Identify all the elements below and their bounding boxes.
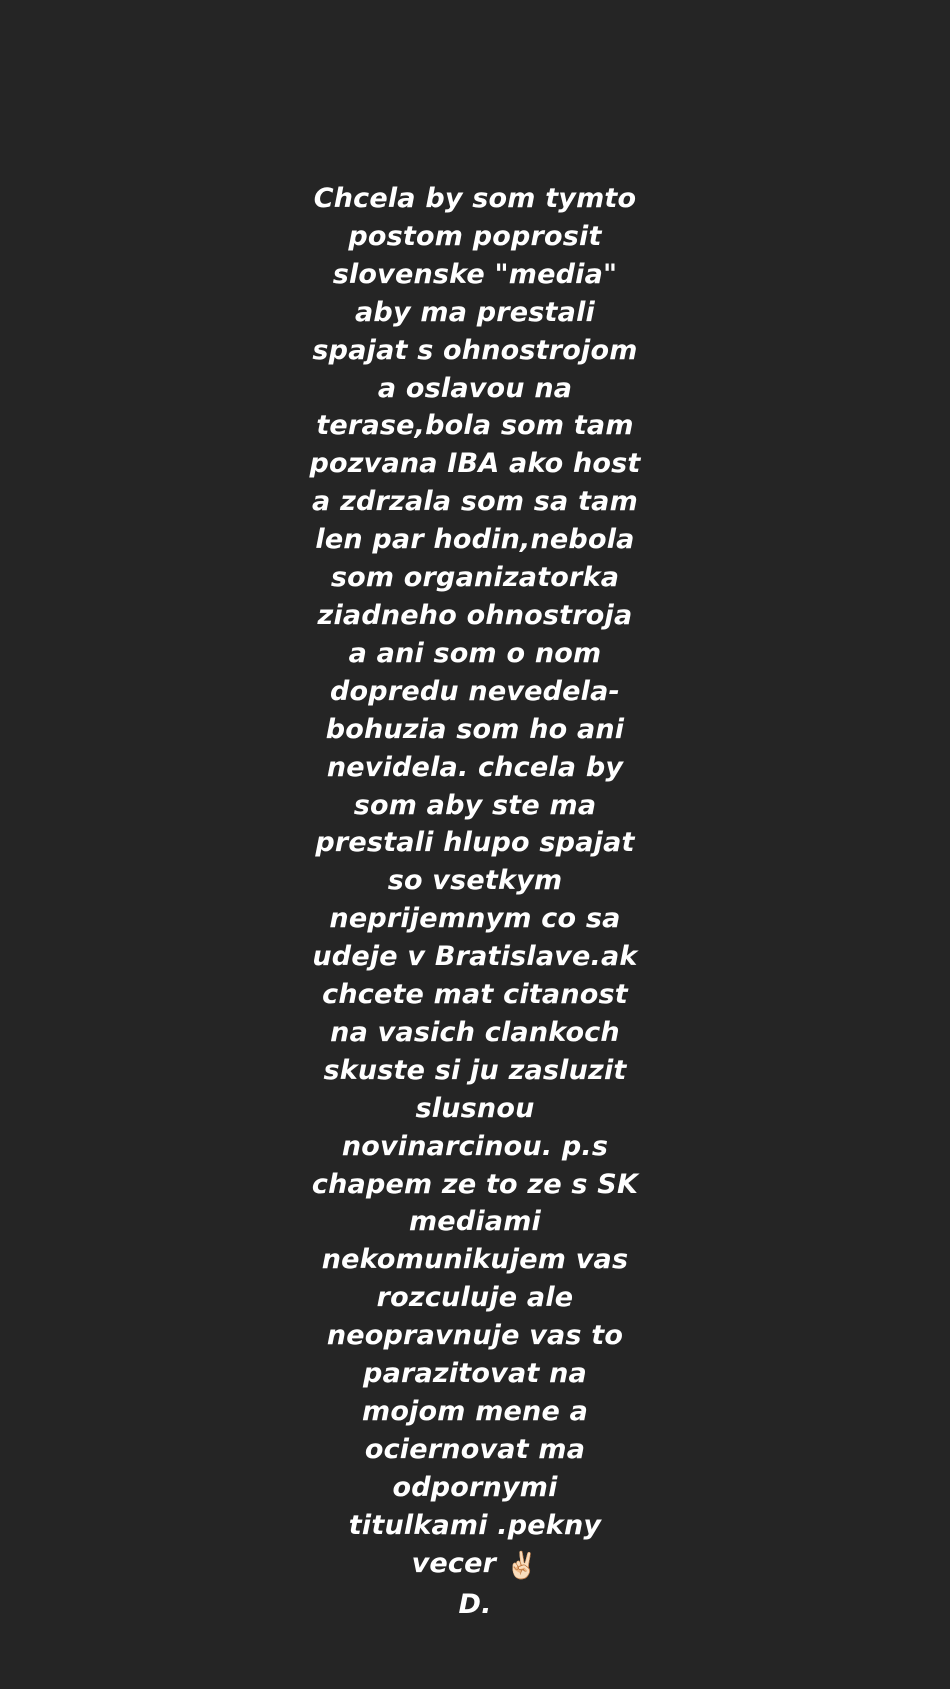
story-line: nekomunikujem vas bbox=[321, 1244, 629, 1276]
story-text-block bbox=[0, 180, 950, 1623]
story-line: terase,bola som tam bbox=[316, 410, 634, 442]
story-line: mojom mene a bbox=[361, 1396, 589, 1427]
story-line: so vsetkym bbox=[387, 865, 563, 897]
story-line: parazitovat na bbox=[363, 1358, 587, 1390]
story-line: odpornymi bbox=[392, 1471, 558, 1503]
story-line-last bbox=[0, 1545, 950, 1586]
signature: D. bbox=[458, 1588, 492, 1620]
story-line-text: vecer bbox=[411, 1547, 497, 1579]
story-line: titulkami .pekny bbox=[348, 1509, 602, 1541]
story-line: bohuzia som ho ani bbox=[325, 713, 625, 745]
story-line: chcete mat citanost bbox=[322, 979, 628, 1011]
story-line: skuste si ju zasluzit bbox=[323, 1054, 627, 1086]
story-line: ziadneho ohnostroja bbox=[317, 599, 633, 631]
story-line: pozvana IBA ako host bbox=[309, 448, 641, 480]
story-line: som aby ste ma bbox=[353, 789, 597, 821]
story-line: Chcela by som tymto bbox=[313, 183, 637, 214]
story-line: chapem ze to ze s SK bbox=[311, 1168, 639, 1200]
story-line: a oslavou na bbox=[377, 372, 573, 404]
story-line: a zdrzala som sa tam bbox=[312, 486, 638, 518]
story-line: slusnou bbox=[415, 1092, 535, 1124]
story-line: neprijemnym co sa bbox=[329, 903, 621, 935]
story-line: a ani som o nom bbox=[348, 637, 602, 669]
story-line: som organizatorka bbox=[330, 562, 620, 594]
story-line: aby ma prestali bbox=[355, 296, 595, 328]
story-line: dopredu nevedela- bbox=[330, 675, 620, 707]
story-line: na vasich clankoch bbox=[330, 1016, 620, 1048]
story-line: udeje v Bratislave.ak bbox=[312, 941, 638, 973]
story-line: ociernovat ma bbox=[364, 1433, 586, 1465]
story-line: mediami bbox=[408, 1206, 542, 1238]
story-line: nevidela. chcela by bbox=[326, 751, 624, 783]
story-line: rozculuje ale bbox=[376, 1282, 574, 1314]
story-line: prestali hlupo spajat bbox=[315, 827, 635, 859]
story-line: slovenske "media" bbox=[332, 258, 618, 290]
story-line: len par hodin,nebola bbox=[315, 524, 635, 556]
story-line: neopravnuje vas to bbox=[326, 1320, 624, 1352]
victory-hand-icon: ✌🏻 bbox=[505, 1550, 539, 1581]
story-line: spajat s ohnostrojom bbox=[312, 334, 638, 366]
story-line: novinarcinou. p.s bbox=[341, 1130, 609, 1162]
story-line: postom poprosit bbox=[348, 220, 602, 252]
